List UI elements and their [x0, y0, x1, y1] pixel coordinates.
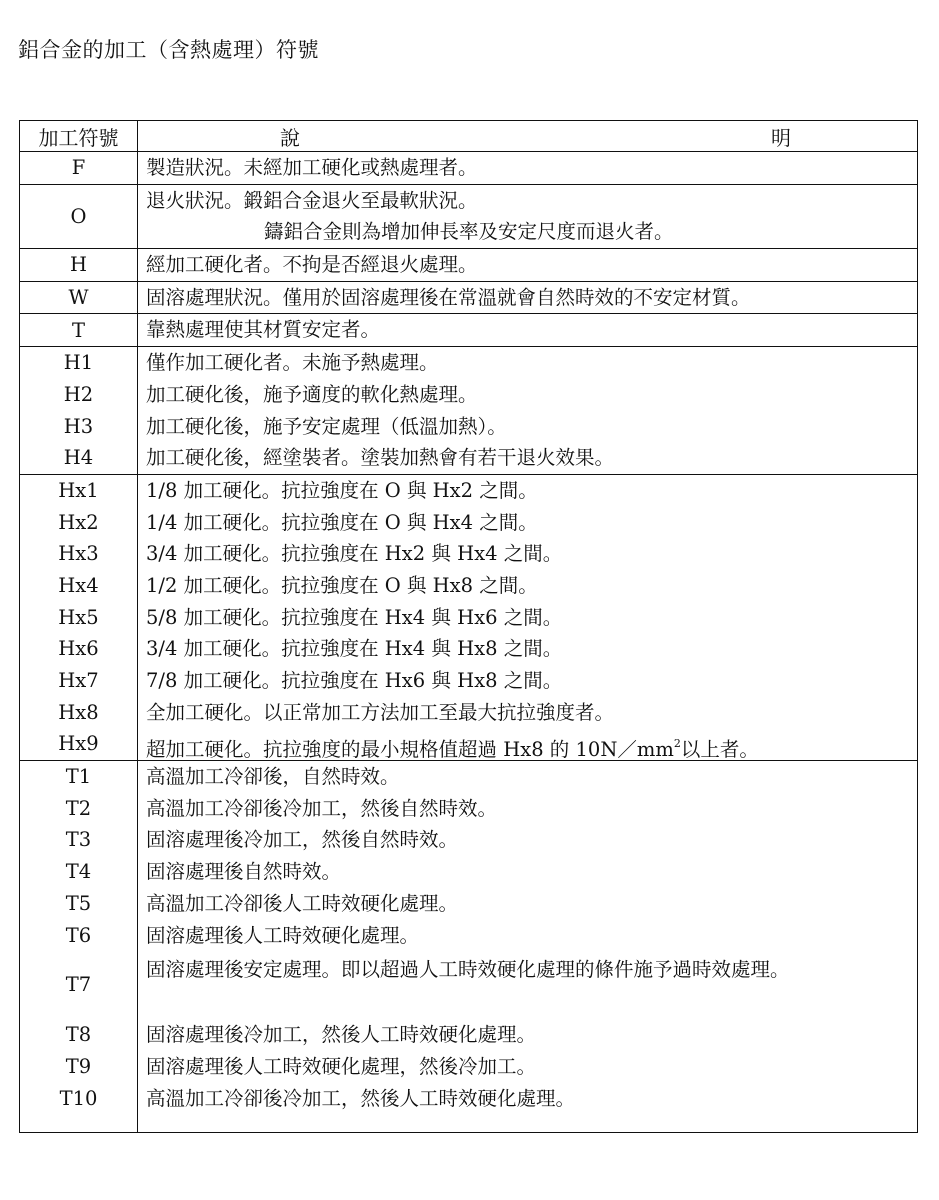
desc-line: 1/8 加工硬化。抗拉強度在 O 與 Hx2 之間。	[146, 478, 538, 502]
header-code-cell: 加工符號	[20, 121, 138, 152]
t-group	[20, 761, 918, 1133]
desc-line: 經加工硬化者。不拘是否經退火處理。	[146, 253, 478, 277]
desc-text: 超加工硬化。抗拉強度的最小規格值超過 Hx8 的 10N／mm	[146, 738, 674, 761]
table-row	[20, 249, 918, 282]
table-header-row	[20, 121, 918, 152]
desc-line: 高溫加工冷卻後冷加工，然後自然時效。	[146, 796, 498, 820]
desc-line: 僅作加工硬化者。未施予熱處理。	[146, 351, 439, 375]
desc-cell	[138, 314, 918, 347]
code-line: T3	[65, 828, 92, 852]
code-cell: F	[20, 152, 138, 185]
spacer	[20, 1114, 137, 1132]
desc-cell	[138, 761, 918, 1133]
hx-group	[20, 474, 918, 760]
code-line: Hx4	[58, 573, 99, 597]
desc-cell	[138, 184, 918, 248]
code-line: T8	[65, 1023, 92, 1047]
code-line: T10	[59, 1086, 98, 1110]
desc-line: 加工硬化後，施予適度的軟化熱處理。	[146, 382, 478, 406]
h-group	[20, 347, 918, 475]
desc-line: 固溶處理後冷加工，然後人工時效硬化處理。	[146, 1023, 537, 1047]
code-line: T2	[65, 796, 92, 820]
superscript: 2	[673, 737, 681, 751]
basic-group	[20, 249, 918, 282]
code-line: Hx8	[58, 700, 99, 724]
code-line: Hx2	[58, 510, 99, 534]
desc-line: 高溫加工冷卻後冷加工，然後人工時效硬化處理。	[146, 1086, 576, 1110]
code-line: H4	[63, 446, 94, 470]
temper-designation-table	[19, 120, 918, 1133]
table-row	[20, 761, 918, 1133]
code-line: Hx6	[58, 637, 99, 661]
code-line: T1	[65, 765, 92, 789]
desc-line: 全加工硬化。以正常加工方法加工至最大抗拉強度者。	[146, 700, 615, 724]
desc-line: 加工硬化後，經塗裝者。塗裝加熱會有若干退火效果。	[146, 446, 615, 470]
code-cell: W	[20, 281, 138, 314]
desc-line: 鑄鋁合金則為增加伸長率及安定尺度而退火者。	[264, 220, 674, 244]
desc-cell	[138, 474, 918, 760]
desc-text-tail: 以上者。	[680, 738, 759, 761]
table-row	[20, 281, 918, 314]
spacer	[146, 1114, 917, 1132]
header-desc-left: 說	[280, 125, 300, 150]
code-line: Hx9	[58, 732, 99, 756]
code-line: H2	[63, 382, 94, 406]
code-cell	[20, 761, 138, 1133]
table-row	[20, 314, 918, 347]
desc-line: 3/4 加工硬化。抗拉強度在 Hx2 與 Hx4 之間。	[146, 542, 563, 566]
code-line: T7	[65, 973, 92, 997]
desc-line: 固溶處理後安定處理。即以超過人工時效硬化處理的條件施予過時效處理。	[146, 958, 790, 982]
code-line: Hx5	[58, 605, 99, 629]
desc-cell	[138, 249, 918, 282]
desc-line: 3/4 加工硬化。抗拉強度在 Hx4 與 Hx8 之間。	[146, 637, 563, 661]
code-cell: H	[20, 249, 138, 282]
desc-line: 高溫加工冷卻後人工時效硬化處理。	[146, 891, 459, 915]
desc-line: 固溶處理後人工時效硬化處理。	[146, 923, 420, 947]
desc-line: 固溶處理後自然時效。	[146, 860, 342, 884]
code-line: T9	[65, 1054, 92, 1078]
basic-group	[20, 152, 918, 185]
desc-line: 5/8 加工硬化。抗拉強度在 Hx4 與 Hx6 之間。	[146, 605, 563, 629]
page-title: 鋁合金的加工（含熱處理）符號	[18, 38, 319, 62]
desc-cell	[138, 347, 918, 475]
table-row	[20, 152, 918, 185]
desc-line: 靠熱處理使其材質安定者。	[146, 318, 381, 342]
code-line: T5	[65, 891, 92, 915]
code-cell	[20, 474, 138, 760]
desc-line: 固溶處理後人工時效硬化處理，然後冷加工。	[146, 1054, 537, 1078]
table-row	[20, 347, 918, 475]
table-row	[20, 184, 918, 248]
desc-line: 退火狀況。鍛鋁合金退火至最軟狀況。	[146, 188, 478, 212]
desc-line: 固溶處理狀況。僅用於固溶處理後在常溫就會自然時效的不安定材質。	[146, 285, 751, 309]
basic-group	[20, 314, 918, 347]
basic-group	[20, 281, 918, 314]
code-line: T6	[65, 923, 92, 947]
code-cell: O	[20, 184, 138, 248]
desc-line	[146, 728, 917, 760]
code-line: H3	[63, 414, 94, 438]
desc-cell	[138, 152, 918, 185]
header-desc-cell	[138, 121, 918, 152]
table-row	[20, 474, 918, 760]
desc-line: 7/8 加工硬化。抗拉強度在 Hx6 與 Hx8 之間。	[146, 669, 563, 692]
desc-line: 高溫加工冷卻後，自然時效。	[146, 765, 400, 789]
desc-line: 1/4 加工硬化。抗拉強度在 O 與 Hx4 之間。	[146, 510, 538, 534]
desc-cell	[138, 281, 918, 314]
desc-line: 加工硬化後，施予安定處理（低溫加熱）。	[146, 414, 507, 438]
code-line: Hx3	[58, 542, 99, 566]
code-cell: T	[20, 314, 138, 347]
code-cell	[20, 347, 138, 475]
code-line: T4	[65, 860, 92, 884]
code-line: Hx7	[58, 669, 99, 692]
header-desc-right: 明	[771, 125, 791, 150]
code-line: H1	[63, 351, 94, 375]
basic-group	[20, 184, 918, 248]
desc-line: 製造狀況。未經加工硬化或熱處理者。	[146, 156, 478, 179]
desc-line: 固溶處理後冷加工，然後自然時效。	[146, 828, 459, 852]
code-line: Hx1	[58, 478, 99, 502]
desc-line: 1/2 加工硬化。抗拉強度在 O 與 Hx8 之間。	[146, 573, 538, 597]
